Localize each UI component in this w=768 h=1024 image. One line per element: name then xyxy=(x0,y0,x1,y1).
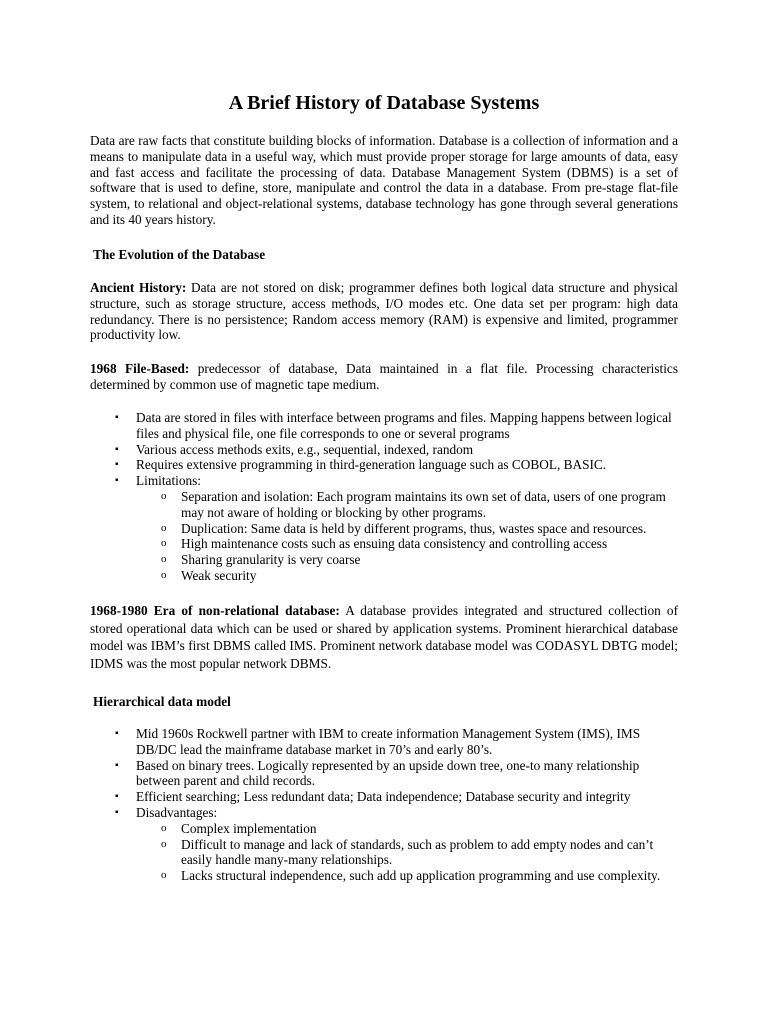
sub-list-item: o Difficult to manage and lack of standards, such as problem to add empty nodes and can’t easily handle many-many relationships. xyxy=(161,837,678,869)
ancient-history-text: Data are not stored on disk; programmer defines both logical data structure and physical structure, such as storage structure, access methods, I/O modes etc. One data set per program: high data redundancy. There is no persistence; Random access memory (RAM) is expensive and limited, programmer productivity low. xyxy=(90,280,678,343)
list-item: ▪ Efficient searching; Less redundant data; Data independence; Database security and integrity xyxy=(115,789,678,805)
sub-list-item: o Lacks structural independence, such add up application programming and use complexity. xyxy=(161,868,678,884)
list-item-disadvantages xyxy=(115,805,678,884)
list-item: ▪ Requires extensive programming in third-generation language such as COBOL, BASIC. xyxy=(115,457,678,473)
sub-list-item: o High maintenance costs such as ensuing data consistency and controlling access xyxy=(161,536,678,552)
hierarchical-heading: Hierarchical data model xyxy=(93,694,231,709)
sub-list-item: o Weak security xyxy=(161,568,678,584)
sub-list-item: o Duplication: Same data is held by different programs, thus, wastes space and resources. xyxy=(161,521,678,537)
ancient-history-lead: Ancient History: xyxy=(90,280,187,295)
file-based-text: predecessor of database, Data maintained in a flat file. Processing characteristics determined by common use of magnetic tape medium. xyxy=(90,361,678,392)
evolution-heading: The Evolution of the Database xyxy=(93,247,266,262)
sub-list-item: o Separation and isolation: Each program maintains its own set of data, users of one program may not aware of holding or blocking by other programs. xyxy=(161,489,678,521)
list-item-limitations xyxy=(115,473,678,584)
file-based-paragraph xyxy=(90,361,678,393)
file-based-list xyxy=(115,410,678,584)
limitations-sublist xyxy=(136,489,678,584)
list-item: ▪ Data are stored in files with interface between programs and files. Mapping happens between logical files and physical file, one file corresponds to one or several programs xyxy=(115,410,678,442)
list-item: ▪ Various access methods exits, e.g., sequential, indexed, random xyxy=(115,442,678,458)
hierarchical-list xyxy=(115,726,678,884)
sub-list-item: o Complex implementation xyxy=(161,821,678,837)
list-item: ▪ Based on binary trees. Logically represented by an upside down tree, one-to many relationship between parent and child records. xyxy=(115,758,678,790)
non-relational-text: A database provides integrated and structured collection of stored operational data which can be used or shared by application systems. Prominent hierarchical database model was IBM’s first DBMS called IMS. Prominent network database model was CODASYL DBTG model; IDMS was the most popular network DBMS. xyxy=(90,603,678,671)
non-relational-lead: 1968-1980 Era of non-relational database: xyxy=(90,603,340,618)
disadvantages-label: Disadvantages: xyxy=(136,804,218,820)
document-title: A Brief History of Database Systems xyxy=(228,92,540,114)
disadvantages-sublist xyxy=(136,821,678,884)
sub-list-item: o Sharing granularity is very coarse xyxy=(161,552,678,568)
non-relational-paragraph xyxy=(90,602,678,672)
intro-paragraph: Data are raw facts that constitute building blocks of information. Database is a collection of information and a means to manipulate data in a useful way, which must provide proper storage for large amounts of data, easy and fast access and facilitate the processing of data. Database Management System (DBMS) is a set of software that is used to define, store, manipulate and control the data in a database. From pre-stage flat-file system, to relational and object-relational systems, database technology has gone through several generations and its 40 years history. xyxy=(90,133,678,227)
list-item: ▪ Mid 1960s Rockwell partner with IBM to create information Management System (IMS), IMS DB/DC lead the mainframe database market in 70’s and early 80’s. xyxy=(115,726,678,758)
ancient-history-paragraph xyxy=(90,280,678,343)
limitations-label: Limitations: xyxy=(136,473,202,489)
file-based-lead: 1968 File-Based: xyxy=(90,361,190,376)
